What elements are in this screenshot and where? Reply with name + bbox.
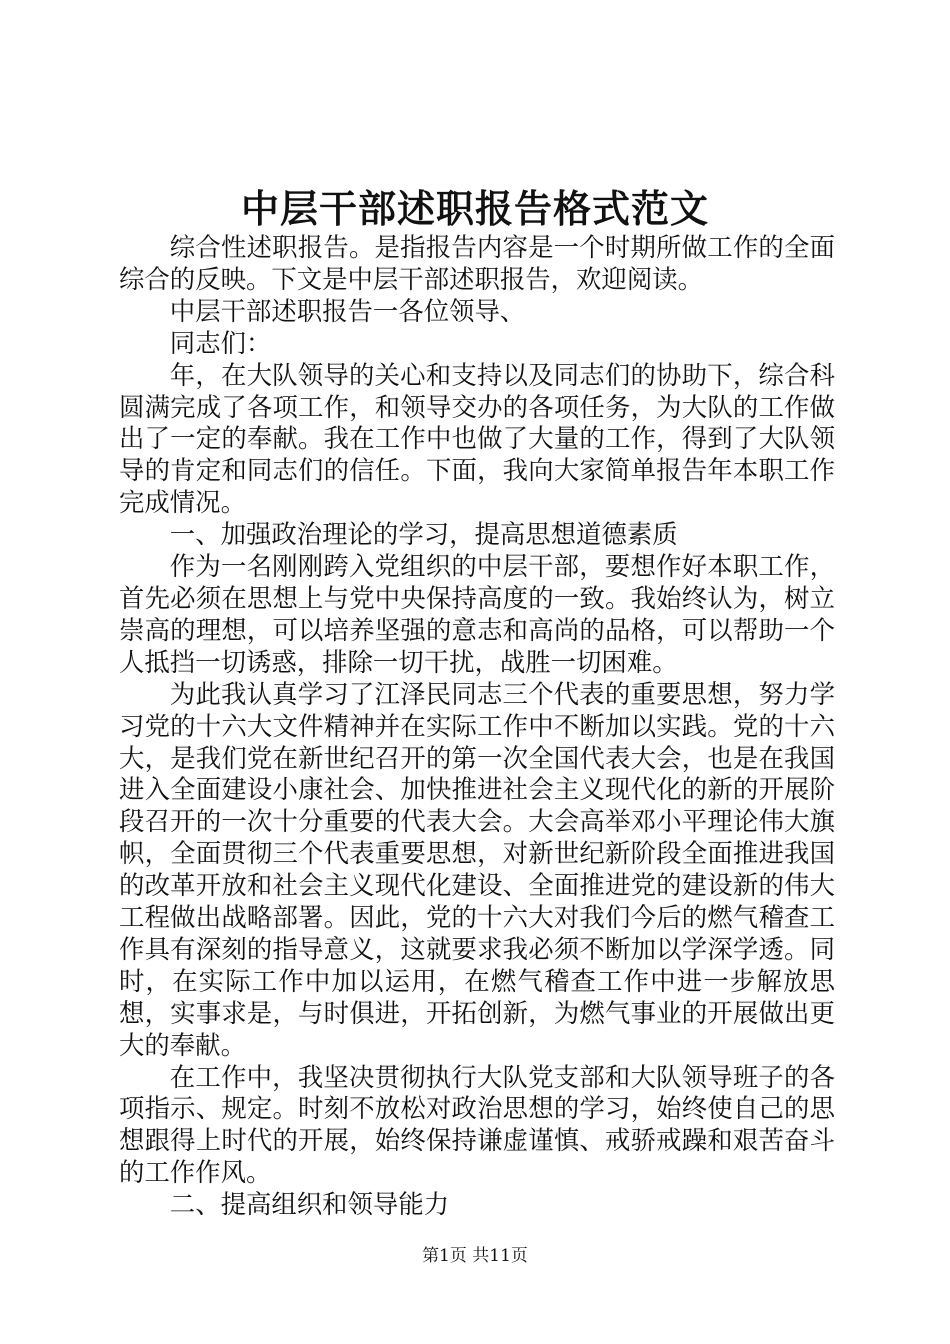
paragraph-section-1-a: 作为一名刚刚跨入党组织的中层干部，要想作好本职工作，首先必须在思想上与党中央保持高度的一致。我始终认为，树立崇高的理想，可以培养坚强的意志和高尚的品格，可以帮助一个人抵挡一切诱惑，排除一切干扰，战胜一切困难。 xyxy=(119,551,835,677)
paragraph-intro: 综合性述职报告。是指报告内容是一个时期所做工作的全面综合的反映。下文是中层干部述职报告，欢迎阅读。 xyxy=(119,232,835,294)
document-body xyxy=(119,232,835,1221)
paragraph-section-1-b: 为此我认真学习了江泽民同志三个代表的重要思想，努力学习党的十六大文件精神并在实际工作中不断加以实践。党的十六大，是我们党在新世纪召开的第一次全国代表大会，也是在我国进入全面建设小康社会、加快推进社会主义现代化的新的开展阶段召开的一次十分重要的代表大会。大会高举邓小平理论伟大旗帜，全面贯彻三个代表重要思想，对新世纪新阶段全面推进我国的改革开放和社会主义现代化建设、全面推进党的建设新的伟大工程做出战略部署。因此，党的十六大对我们今后的燃气稽查工作具有深刻的指导意义，这就要求我必须不断加以学深学透。同时，在实际工作中加以运用，在燃气稽查工作中进一步解放思想，实事求是，与时俱进，开拓创新，为燃气事业的开展做出更大的奉献。 xyxy=(119,678,835,1060)
document-title: 中层干部述职报告格式范文 xyxy=(240,186,709,231)
paragraph-section-1-c: 在工作中，我坚决贯彻执行大队党支部和大队领导班子的各项指示、规定。时刻不放松对政治思想的学习，始终使自己的思想跟得上时代的开展，始终保持谦虚谨慎、戒骄戒躁和艰苦奋斗的工作作风。 xyxy=(119,1061,835,1188)
section-heading-1: 一、加强政治理论的学习，提高思想道德素质 xyxy=(169,519,678,550)
page-number-footer: 第1页 共11页 xyxy=(422,1246,528,1266)
paragraph-heading-report: 中层干部述职报告一各位领导、 xyxy=(169,295,526,326)
paragraph-summary: 年，在大队领导的关心和支持以及同志们的协助下，综合科圆满完成了各项工作，和领导交办的各项任务，为大队的工作做出了一定的奉献。我在工作中也做了大量的工作，得到了大队领导的肯定和同志们的信任。下面，我向大家简单报告年本职工作完成情况。 xyxy=(119,359,835,518)
section-heading-2: 二、提高组织和领导能力 xyxy=(169,1189,450,1220)
paragraph-salutation: 同志们： xyxy=(169,327,272,358)
